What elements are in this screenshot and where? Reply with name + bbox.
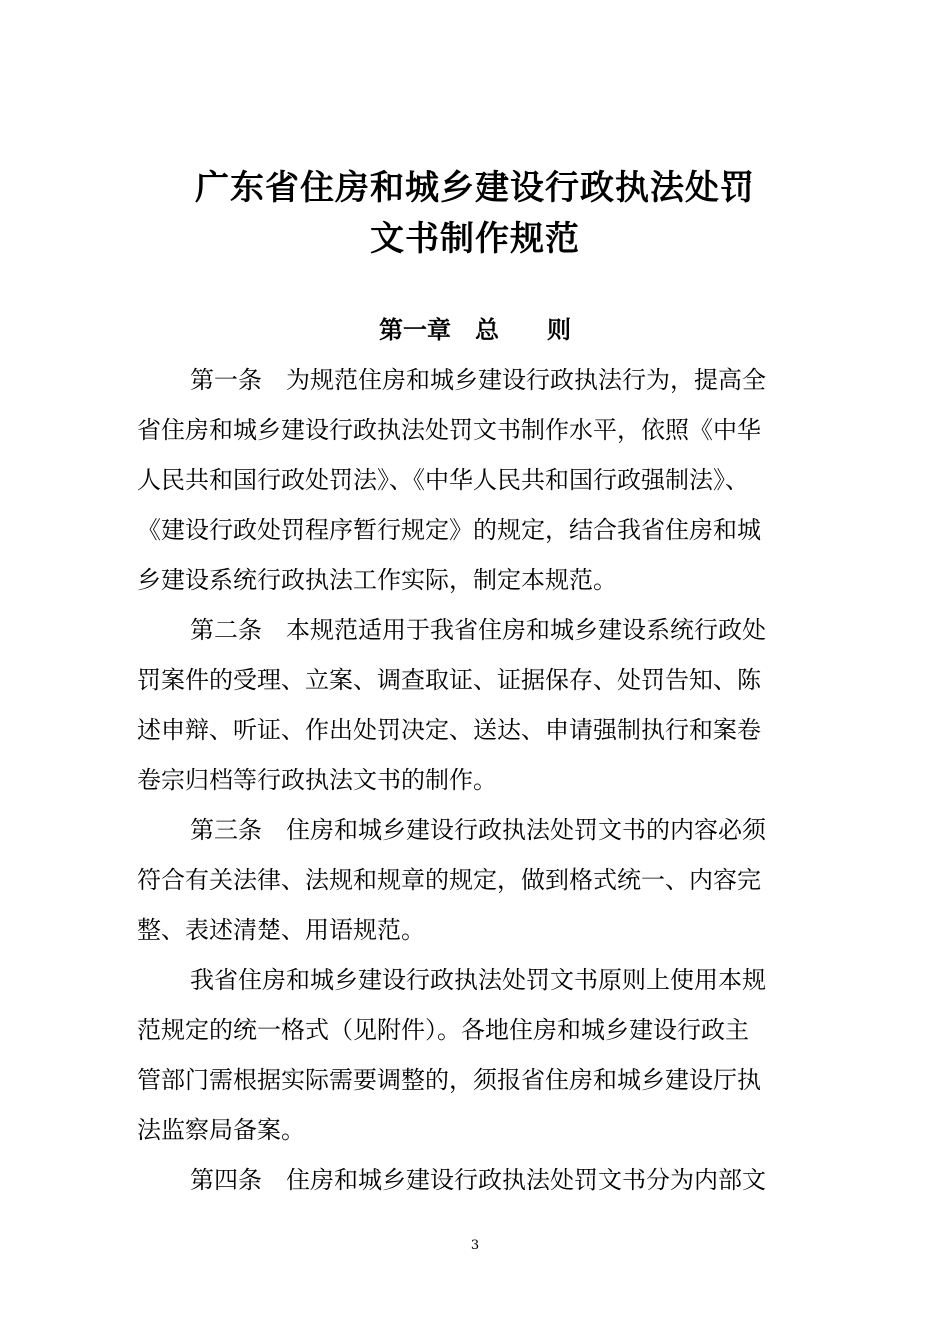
- article-3-line-1: 第三条 住房和城乡建设行政执法处罚文书的内容必须: [190, 816, 766, 844]
- document-title-line-2: 文书制作规范: [370, 219, 580, 259]
- article-2-line-3: 述申辩、听证、作出处罚决定、送达、申请强制执行和案卷: [137, 716, 761, 744]
- page-number: 3: [470, 1238, 480, 1253]
- article-1-line-5: 乡建设系统行政执法工作实际，制定本规范。: [137, 566, 617, 594]
- article-1-line-2: 省住房和城乡建设行政执法处罚文书制作水平，依照《中华: [137, 416, 761, 444]
- article-3-para-2-line-4: 法监察局备案。: [137, 1116, 305, 1144]
- article-4-line-1: 第四条 住房和城乡建设行政执法处罚文书分为内部文: [190, 1166, 766, 1194]
- article-2-line-1: 第二条 本规范适用于我省住房和城乡建设系统行政处: [190, 616, 766, 644]
- article-2-line-2: 罚案件的受理、立案、调查取证、证据保存、处罚告知、陈: [137, 666, 761, 694]
- document-title-line-1: 广东省住房和城乡建设行政执法处罚: [195, 168, 755, 208]
- chapter-heading: 第一章 总 则: [379, 316, 571, 344]
- article-1-line-1: 第一条 为规范住房和城乡建设行政执法行为，提高全: [190, 366, 766, 394]
- article-3-line-3: 整、表述清楚、用语规范。: [137, 916, 425, 944]
- article-1-line-4: 《建设行政处罚程序暂行规定》的规定，结合我省住房和城: [137, 516, 761, 544]
- article-3-line-2: 符合有关法律、法规和规章的规定，做到格式统一、内容完: [137, 866, 761, 894]
- article-3-para-2-line-2: 范规定的统一格式（见附件）。各地住房和城乡建设行政主: [137, 1016, 749, 1044]
- article-2-line-4: 卷宗归档等行政执法文书的制作。: [137, 766, 497, 794]
- article-3-para-2-line-1: 我省住房和城乡建设行政执法处罚文书原则上使用本规: [190, 966, 766, 994]
- article-3-para-2-line-3: 管部门需根据实际需要调整的，须报省住房和城乡建设厅执: [137, 1066, 761, 1094]
- article-1-line-3: 人民共和国行政处罚法》、《中华人民共和国行政强制法》、: [137, 466, 749, 494]
